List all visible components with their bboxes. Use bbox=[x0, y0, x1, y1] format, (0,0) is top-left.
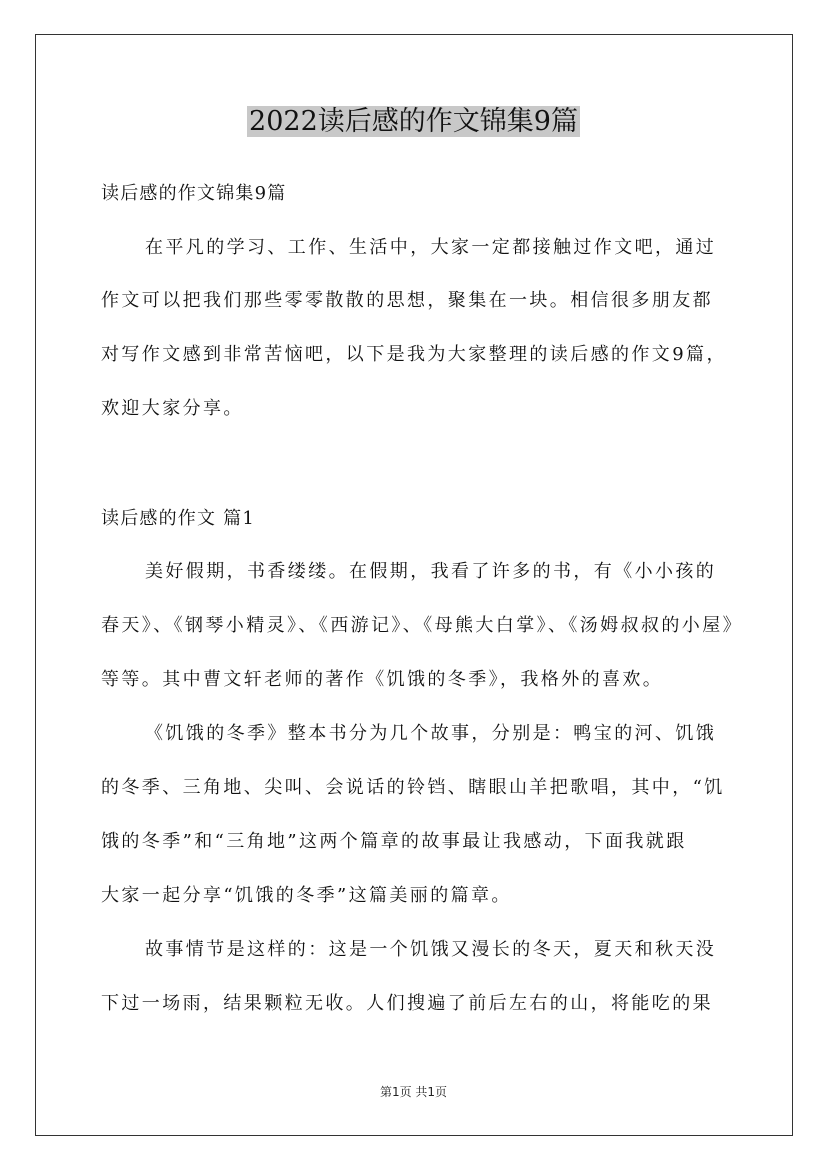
section-line-5: 的冬季、三角地、尖叫、会说话的铃铛、瞎眼山羊把歌唱，其中，“饥 bbox=[101, 777, 725, 798]
section-line-4: 《饥饿的冬季》整本书分为几个故事，分别是：鸭宝的河、饥饿 bbox=[145, 723, 717, 744]
section-line-2: 春天》、《钢琴小精灵》、《西游记》、《母熊大白掌》、《汤姆叔叔的小屋》 bbox=[101, 615, 743, 636]
section-heading: 读后感的作文 篇1 bbox=[101, 508, 255, 529]
intro-line-2: 作文可以把我们那些零零散散的思想，聚集在一块。相信很多朋友都 bbox=[101, 290, 713, 311]
intro-line-1: 在平凡的学习、工作、生活中，大家一定都接触过作文吧，通过 bbox=[145, 237, 717, 258]
section-line-8: 故事情节是这样的：这是一个饥饿又漫长的冬天，夏天和秋天没 bbox=[145, 939, 717, 960]
intro-line-3: 对写作文感到非常苦恼吧，以下是我为大家整理的读后感的作文9篇， bbox=[101, 344, 727, 365]
document-title bbox=[0, 100, 827, 144]
page-footer bbox=[0, 1082, 827, 1102]
section-line-6: 饿的冬季”和“三角地”这两个篇章的故事最让我感动，下面我就跟 bbox=[101, 831, 687, 852]
section-line-1: 美好假期，书香缕缕。在假期，我看了许多的书，有《小小孩的 bbox=[145, 561, 717, 582]
document-subtitle: 读后感的作文锦集9篇 bbox=[101, 183, 287, 204]
section-line-7: 大家一起分享“饥饿的冬季”这篇美丽的篇章。 bbox=[101, 885, 512, 906]
intro-line-4: 欢迎大家分享。 bbox=[101, 398, 244, 419]
document-title-text: 2022读后感的作文锦集9篇 bbox=[249, 106, 578, 137]
section-line-9: 下过一场雨，结果颗粒无收。人们搜遍了前后左右的山，将能吃的果 bbox=[101, 993, 713, 1014]
page-number: 第1页 共1页 bbox=[379, 1085, 448, 1099]
section-line-3: 等等。其中曹文轩老师的著作《饥饿的冬季》，我格外的喜欢。 bbox=[101, 669, 664, 690]
